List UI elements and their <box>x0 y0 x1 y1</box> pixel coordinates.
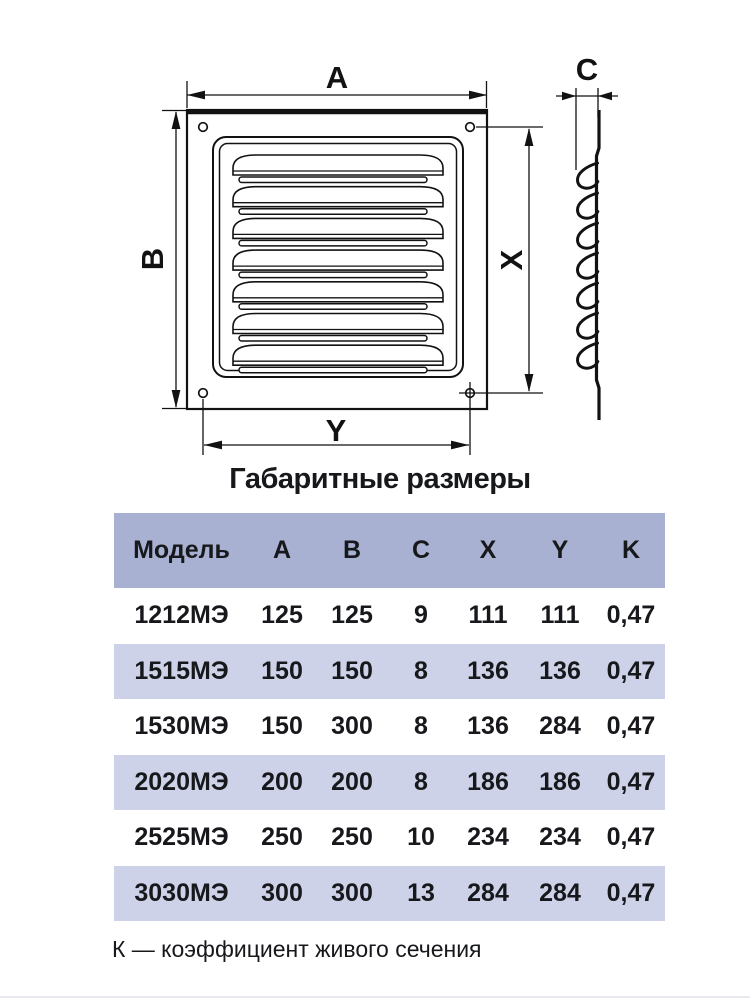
value-cell: 0,47 <box>606 712 656 741</box>
value-cell: 0,47 <box>606 878 656 907</box>
model-cell: 2020МЭ <box>134 767 229 796</box>
column-header-k: K <box>621 536 641 564</box>
value-cell: 111 <box>540 601 580 630</box>
table-row <box>114 810 665 866</box>
column-header-a: A <box>272 536 292 564</box>
model-cell: 1515МЭ <box>134 656 229 685</box>
value-cell: 111 <box>468 601 508 630</box>
side-profile <box>597 110 600 420</box>
page-title: Габаритные размеры <box>229 463 531 495</box>
table-row <box>114 588 665 644</box>
column-header-model: Модель <box>133 536 230 564</box>
value-cell: 300 <box>261 878 303 907</box>
value-cell: 0,47 <box>606 656 656 685</box>
model-cell: 3030МЭ <box>134 878 229 907</box>
dim-label-a: A <box>325 60 349 95</box>
value-cell: 250 <box>331 823 373 852</box>
value-cell: 150 <box>261 712 303 741</box>
value-cell: 136 <box>467 712 509 741</box>
value-cell: 10 <box>407 823 435 852</box>
column-header-c: C <box>411 536 431 564</box>
side-louvers <box>577 163 597 368</box>
value-cell: 200 <box>331 767 373 796</box>
value-cell: 300 <box>331 878 373 907</box>
value-cell: 13 <box>407 878 435 907</box>
bottom-divider <box>0 996 750 998</box>
value-cell: 284 <box>539 712 581 741</box>
table-header-row <box>114 513 665 588</box>
dimensions-table <box>114 513 665 921</box>
column-header-y: Y <box>551 536 569 564</box>
value-cell: 8 <box>414 712 428 741</box>
value-cell: 186 <box>539 767 581 796</box>
value-cell: 8 <box>414 656 428 685</box>
footnote: К — коэффициент живого сечения <box>112 936 482 962</box>
table-body <box>114 588 665 921</box>
value-cell: 136 <box>539 656 581 685</box>
louvers <box>233 155 443 373</box>
value-cell: 150 <box>261 656 303 685</box>
table-row <box>114 755 665 811</box>
value-cell: 300 <box>331 712 373 741</box>
value-cell: 9 <box>414 601 428 630</box>
value-cell: 284 <box>467 878 509 907</box>
value-cell: 234 <box>539 823 581 852</box>
value-cell: 125 <box>261 601 303 630</box>
dim-label-b: B <box>135 247 170 271</box>
column-header-x: X <box>479 536 497 564</box>
value-cell: 284 <box>539 878 581 907</box>
value-cell: 250 <box>261 823 303 852</box>
value-cell: 8 <box>414 767 428 796</box>
value-cell: 186 <box>467 767 509 796</box>
table-row <box>114 866 665 922</box>
value-cell: 234 <box>467 823 509 852</box>
table-row <box>114 644 665 700</box>
model-cell: 1530МЭ <box>134 712 229 741</box>
value-cell: 0,47 <box>606 601 656 630</box>
dim-label-c: C <box>575 52 599 87</box>
value-cell: 200 <box>261 767 303 796</box>
dim-label-x: X <box>494 249 529 271</box>
model-cell: 1212МЭ <box>134 601 229 630</box>
table-row <box>114 699 665 755</box>
grille-side-view <box>577 110 599 420</box>
value-cell: 0,47 <box>606 767 656 796</box>
value-cell: 136 <box>467 656 509 685</box>
grille-front-view <box>187 110 487 409</box>
column-header-b: B <box>342 536 362 564</box>
value-cell: 150 <box>331 656 373 685</box>
value-cell: 0,47 <box>606 823 656 852</box>
dim-label-y: Y <box>325 413 347 448</box>
value-cell: 125 <box>331 601 373 630</box>
model-cell: 2525МЭ <box>134 823 229 852</box>
